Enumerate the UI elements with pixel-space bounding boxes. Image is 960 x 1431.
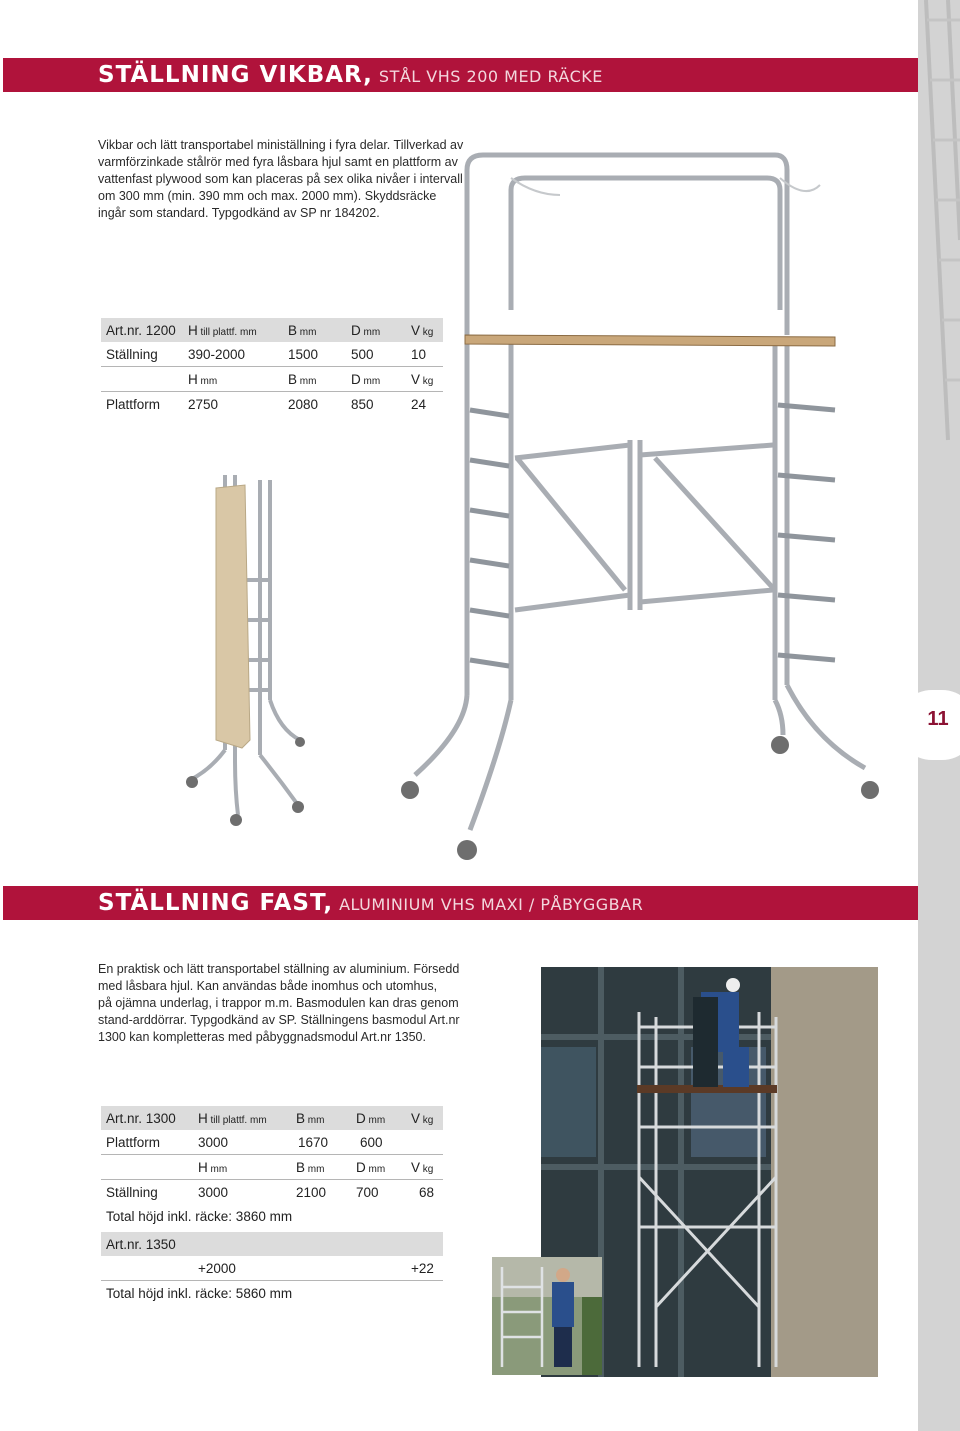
cell-d: 850 [351,397,374,412]
desc-line: om 300 mm (min. 390 mm och max. 2000 mm). Skyddsräcke [98,189,437,203]
col-h: H [198,1111,208,1126]
cell-v: 68 [419,1185,435,1200]
scaffold-indoor-photo [492,1257,602,1375]
table-row [101,392,443,416]
col-d: D [356,1160,366,1175]
cell-d: 600 [360,1135,383,1150]
cell-b: 1500 [288,347,319,362]
total-height: Total höjd inkl. räcke: 3860 mm [106,1209,293,1224]
section2-subtitle: ALUMINIUM VHS MAXI / PÅBYGGBAR [339,895,644,914]
col-b-unit: mm [305,1164,325,1175]
table-header-row [101,1155,443,1180]
desc-line: Vikbar och lätt transportabel ministällning i fyra delar. Tillverkad av [98,138,464,152]
col-d: D [351,323,361,338]
col-d-unit: mm [360,376,381,387]
col-d: D [351,372,361,387]
section2-heading [98,890,643,916]
col-h-unit: till plattf. mm [207,1115,267,1126]
col-d-unit: mm [365,1115,386,1126]
artnr-label: Art.nr. 1300 [106,1111,176,1126]
table-header-row [101,367,443,392]
desc-line: varmförzinkade stålrör med fyra låsbara hjul samt en plattform av [98,155,458,169]
section2-title: STÄLLNING FAST, [98,890,334,916]
row-label: Plattform [106,1135,161,1150]
cell-b: 2080 [288,397,319,412]
col-d: D [356,1111,366,1126]
scaffold-vikbar-image [395,140,895,865]
col-h: H [188,372,198,387]
col-v: V [411,372,421,387]
desc-line: En praktisk och lätt transportabel ställning av aluminium. Försedd [98,962,460,976]
cell-b: 2100 [296,1185,327,1200]
total-height: Total höjd inkl. räcke: 5860 mm [106,1286,293,1301]
table-row [101,342,443,367]
col-b: B [296,1111,306,1126]
cell-h: +2000 [198,1261,236,1276]
desc-line: ingår som standard. Typgodkänd av SP nr 184202. [98,206,380,220]
row-label: Ställning [106,1185,158,1200]
desc-line: med låsbara hjul. Kan användas både inomhus och utomhus, [98,979,438,993]
desc-line: vattenfast plywood som kan placeras på sex olika nivåer i intervall [98,172,463,186]
col-b-unit: mm [297,327,317,338]
cell-d: 500 [351,347,374,362]
desc-line: på ojämna underlag, i trappor m.m. Basmodulen kan dras genom [98,996,459,1010]
cell-v: +22 [411,1261,434,1276]
col-b-unit: mm [297,376,317,387]
col-b: B [296,1160,306,1175]
desc-line: stand-arddörrar. Typgodkänd av SP. Ställningens basmodul Art.nr [98,1013,460,1027]
section2-spec-table [101,1106,443,1305]
col-h-unit: till plattf. mm [197,327,257,338]
section2-description [98,961,460,1046]
cell-b: 1670 [298,1135,329,1150]
col-v: V [411,1160,421,1175]
col-b-unit: mm [305,1115,325,1126]
artnr-label: Art.nr. 1200 [106,323,176,338]
col-h: H [188,323,198,338]
page-number: 11 [927,708,949,730]
cell-h: 390-2000 [188,347,246,362]
col-v: V [411,323,421,338]
col-h-unit: mm [207,1164,228,1175]
row-label: Plattform [106,397,161,412]
col-v: V [411,1111,421,1126]
table-header-row [101,1232,443,1256]
col-h-unit: mm [197,376,218,387]
table-row [101,1180,443,1204]
cell-h: 3000 [198,1185,229,1200]
col-v-unit: kg [420,327,434,338]
section1-heading [98,62,603,88]
section1-spec-table [101,318,443,416]
cell-h: 2750 [188,397,219,412]
table-header-row [101,1106,443,1130]
col-d-unit: mm [360,327,381,338]
col-b: B [288,323,298,338]
cell-v: 24 [411,397,427,412]
table-row [101,1281,443,1305]
section1-title: STÄLLNING VIKBAR, [98,62,373,88]
table-row [101,1256,443,1281]
cell-h: 3000 [198,1135,229,1150]
col-v-unit: kg [420,376,434,387]
cell-v: 10 [411,347,427,362]
folded-scaffold-image [180,470,320,835]
col-v-unit: kg [420,1164,434,1175]
col-b: B [288,372,298,387]
section1-subtitle: STÅL VHS 200 MED RÄCKE [378,67,603,86]
col-v-unit: kg [420,1115,434,1126]
desc-line: 1300 kan kompletteras med påbyggnadsmodul Art.nr 1350. [98,1030,426,1044]
artnr-label: Art.nr. 1350 [106,1237,176,1252]
col-h: H [198,1160,208,1175]
table-header-row [101,318,443,342]
col-d-unit: mm [365,1164,386,1175]
table-row [101,1130,443,1155]
cell-d: 700 [356,1185,379,1200]
table-row [101,1204,443,1228]
row-label: Ställning [106,347,158,362]
